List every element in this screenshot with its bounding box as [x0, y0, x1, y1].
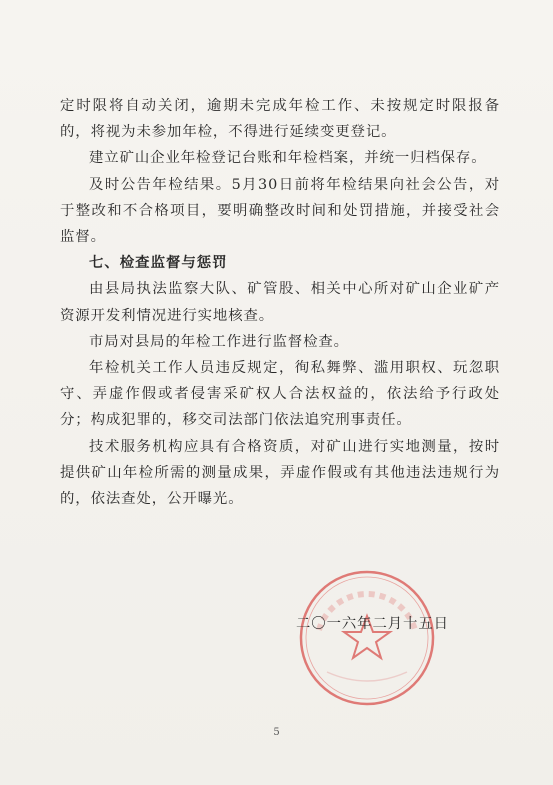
paragraph-3: 及时公告年检结果。5月30日前将年检结果向社会公告，对于整改和不合格项目，要明确整改时间和处罚措施，并接受社会监督。: [60, 176, 500, 246]
section-paragraph-4: 技术服务机构应具有合格资质，对矿山进行实地测量，按时提供矿山年检所需的测量成果，弄虚作假或有其他违法违规行为的，依法查处，公开曝光。: [60, 438, 500, 508]
document-body: [60, 93, 500, 512]
section-heading: 七、检查监督与惩罚: [89, 254, 228, 272]
section-paragraph-2: 市局对县局的年检工作进行监督检查。: [89, 333, 349, 350]
official-seal-icon: [297, 568, 437, 708]
paragraph-1: 定时限将自动关闭，逾期未完成年检工作、未按规定时限报备的，将视为未参加年检，不得进行延续变更登记。: [60, 98, 500, 141]
signature-date: 二〇一六年二月十五日: [296, 616, 449, 632]
page-number: 5: [273, 727, 280, 738]
section-paragraph-3: 年检机关工作人员违反规定，徇私舞弊、滥用职权、玩忽职守、弄虚作假或者侵害采矿权人合法权益的，依法给予行政处分；构成犯罪的，移交司法部门依法追究刑事责任。: [60, 360, 500, 429]
section-paragraph-1: 由县局执法监察大队、矿管股、相关中心所对矿山企业矿产资源开发利情况进行实地核查。: [60, 281, 500, 324]
paragraph-2: 建立矿山企业年检登记台账和年检档案，并统一归档保存。: [89, 150, 487, 167]
